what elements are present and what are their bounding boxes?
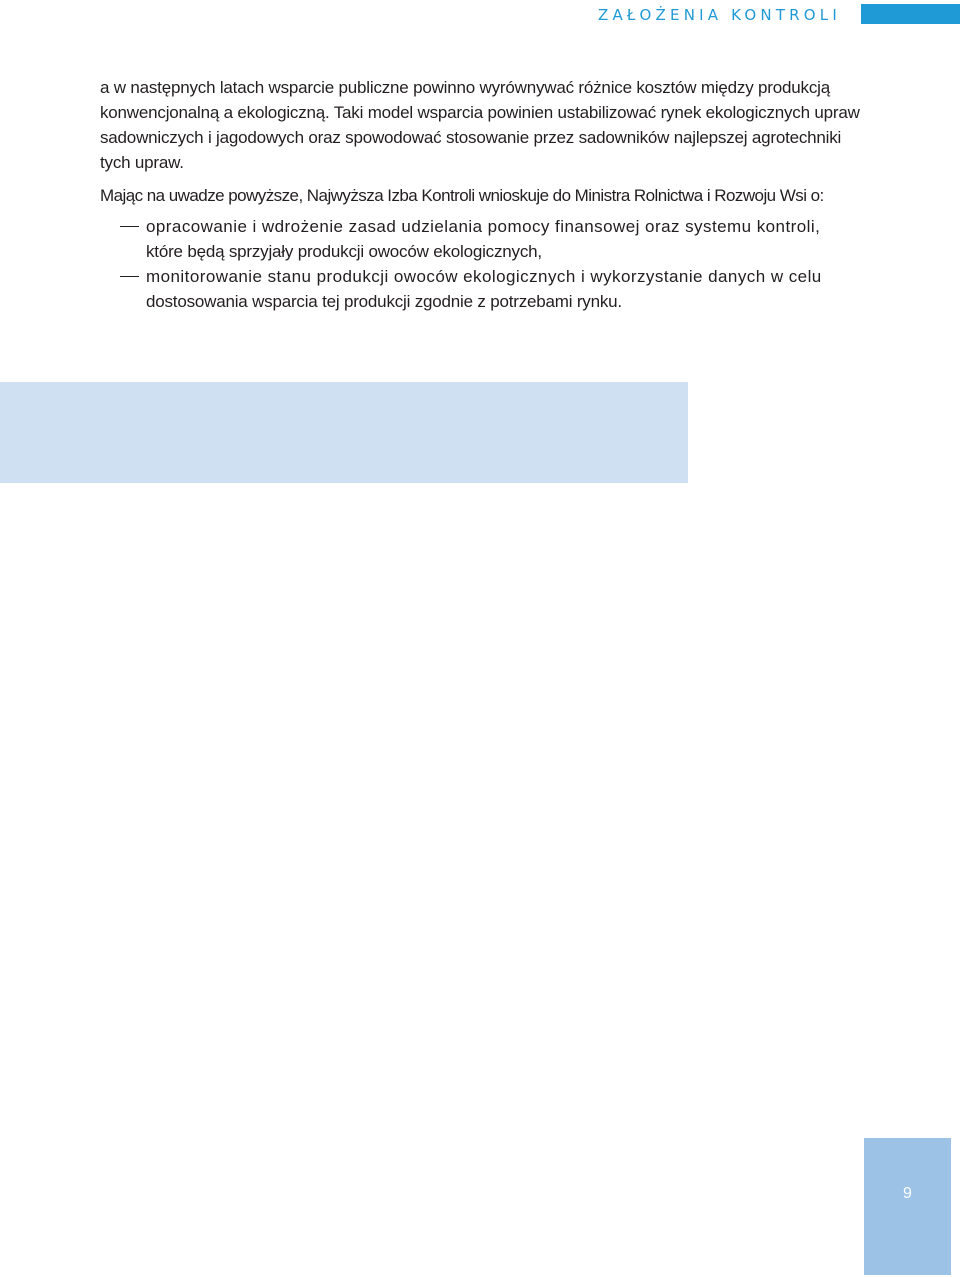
list-item bbox=[100, 214, 860, 264]
recommendations-list bbox=[100, 214, 860, 314]
recommendation-text bbox=[146, 214, 860, 264]
dash-bullet-icon bbox=[120, 276, 139, 277]
recommendation-line: które będą sprzyjały produkcji owoców ekologicznych, bbox=[146, 242, 542, 261]
recommendation-line: dostosowania wsparcia tej produkcji zgodnie z potrzebami rynku. bbox=[146, 292, 622, 311]
running-header-title: ZAŁOŻENIA KONTROLI bbox=[597, 6, 841, 24]
dash-bullet-icon bbox=[120, 226, 139, 227]
page-number-tab bbox=[864, 1138, 951, 1275]
page-number: 9 bbox=[903, 1185, 912, 1202]
main-text-block bbox=[100, 75, 860, 314]
paragraph-continuation: a w następnych latach wsparcie publiczne powinno wyrównywać różnice kosztów między produkcją konwencjonalną a ekologiczną. Taki model wsparcia powinien ustabilizować rynek ekologicznych upraw sadowniczych i jagodowych oraz spowodować stosowanie przez sadowników najlepszej agrotechniki tych upraw. bbox=[100, 78, 860, 172]
recommendation-text bbox=[146, 264, 860, 314]
recommendation-line: monitorowanie stanu produkcji owoców ekologicznych i wykorzystanie danych w celu bbox=[146, 267, 822, 286]
header-accent-bar bbox=[861, 4, 960, 24]
shaded-highlight-box bbox=[0, 382, 688, 483]
list-item bbox=[100, 264, 860, 314]
paragraph-recommendation-intro: Mając na uwadze powyższe, Najwyższa Izba Kontroli wnioskuje do Ministra Rolnictwa i Rozwoju Wsi o: bbox=[100, 186, 824, 205]
recommendation-line: opracowanie i wdrożenie zasad udzielania pomocy finansowej oraz systemu kontroli, bbox=[146, 217, 821, 236]
